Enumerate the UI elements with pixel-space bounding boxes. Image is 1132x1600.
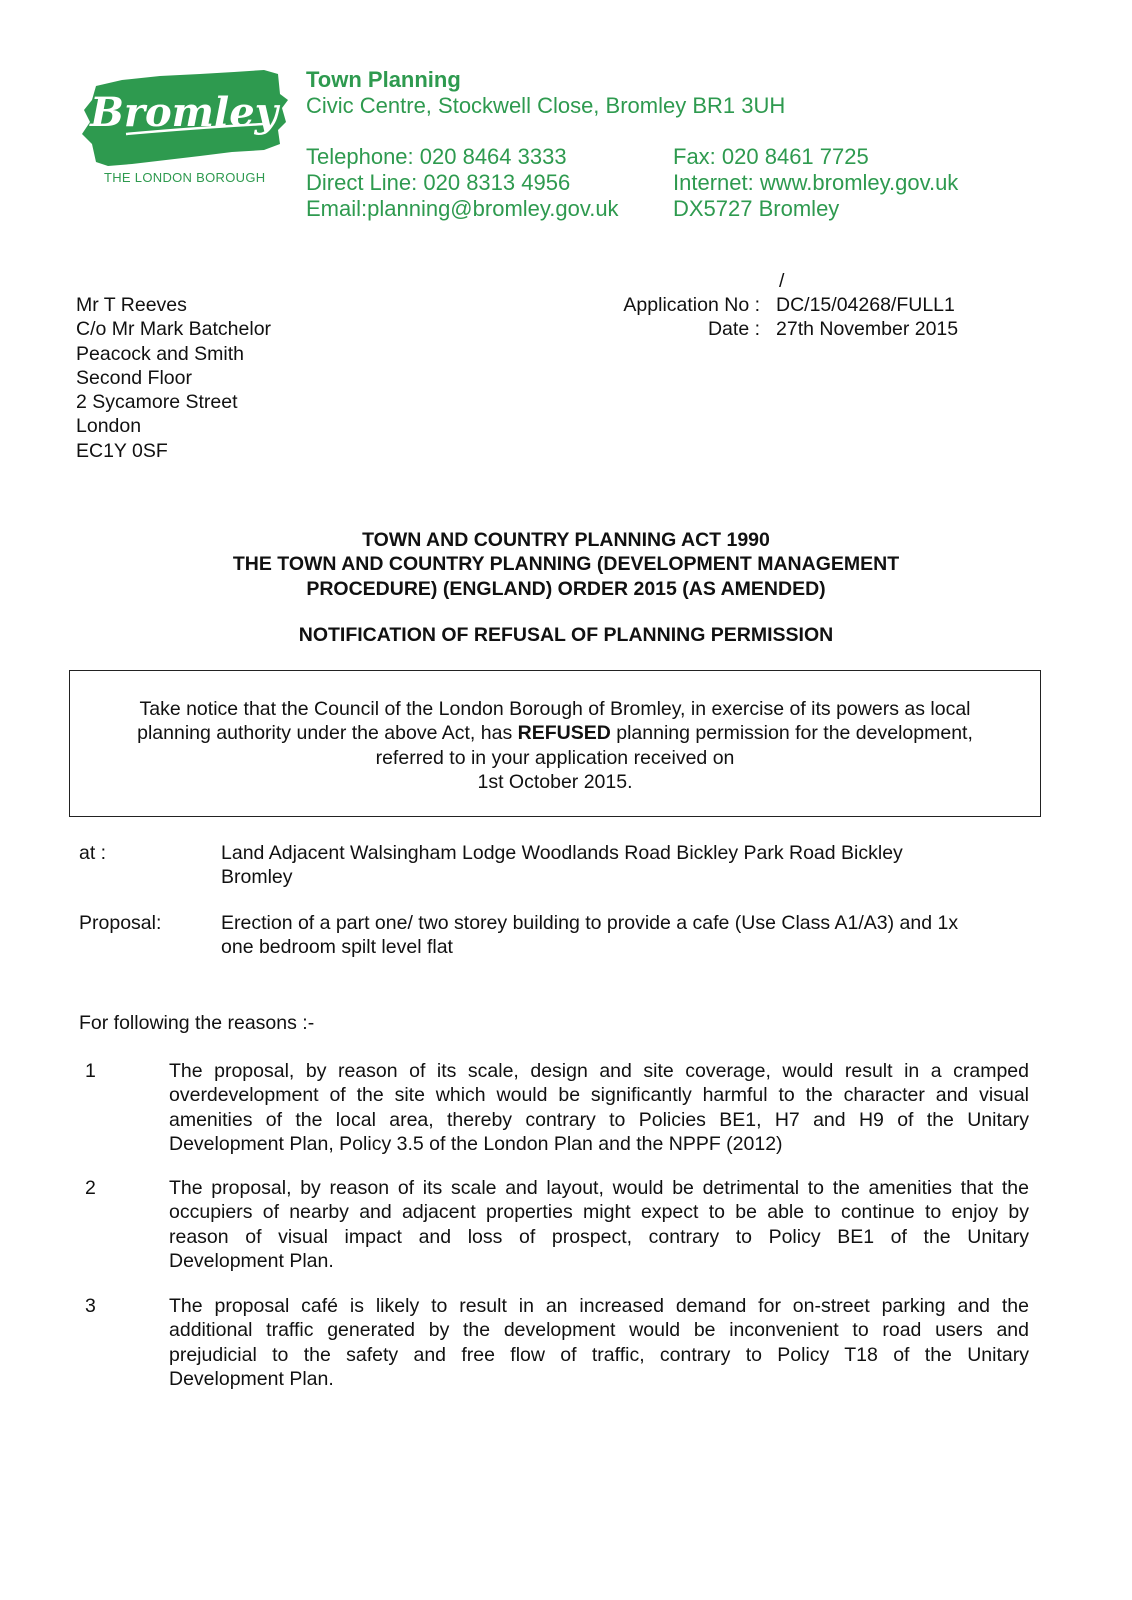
reason-line: reason of visual impact and loss of prospect, contrary to Policy BE1 of the Unitary: [169, 1225, 1029, 1248]
reason-line: Development Plan, Policy 3.5 of the London Plan and the NPPF (2012): [169, 1132, 783, 1155]
reason-line: The proposal, by reason of its scale and layout, would be detrimental to the amenities that the: [169, 1177, 1029, 1199]
direct-line: Direct Line: 020 8313 4956: [306, 170, 571, 195]
notice-line-1: Take notice that the Council of the London Borough of Bromley, in exercise of its powers as local: [139, 698, 971, 720]
notice-text: planning authority under the above Act, has: [137, 722, 518, 745]
reference-slash: /: [779, 270, 785, 292]
notice-line-4: 1st October 2015.: [477, 770, 633, 793]
act-title: [0, 528, 1132, 601]
recipient-line: C/o Mr Mark Batchelor: [76, 318, 272, 341]
fax: Fax: 020 8461 7725: [673, 144, 869, 169]
application-label: Application No :: [623, 294, 760, 316]
dx-number: DX5727 Bromley: [673, 196, 840, 221]
refusal-notice-box: [69, 670, 1041, 817]
recipient-line: 2 Sycamore Street: [76, 391, 238, 414]
reason-line: The proposal, by reason of its scale, design and site coverage, would result in a cramped: [169, 1060, 1029, 1082]
proposal-line: Erection of a part one/ two storey building to provide a cafe (Use Class A1/A3) and 1x: [221, 912, 959, 934]
date-label: Date :: [707, 318, 760, 340]
reason-line: Development Plan.: [169, 1367, 334, 1390]
reason-line: overdevelopment of the site which would be significantly harmful to the character and visual: [169, 1084, 1029, 1107]
proposal-label: Proposal:: [79, 912, 162, 934]
proposal-description: [221, 911, 958, 960]
recipient-line: London: [76, 415, 142, 438]
department-title: Town Planning: [306, 67, 461, 92]
reason-2-text: [169, 1176, 1029, 1273]
title-line-3: PROCEDURE) (ENGLAND) ORDER 2015 (AS AMENDED): [306, 577, 826, 600]
notice-line-3: referred to in your application received on: [375, 746, 735, 769]
refusal-notice: [70, 697, 1040, 794]
reason-number: 1: [85, 1060, 96, 1082]
council-address: Civic Centre, Stockwell Close, Bromley BR1 3UH: [306, 93, 786, 118]
site-address: [221, 841, 903, 890]
letter-date: 27th November 2015: [776, 318, 959, 340]
site-address-line: Bromley: [221, 866, 293, 889]
proposal-line: one bedroom spilt level flat: [221, 936, 453, 959]
reason-line: amenities of the local area, thereby contrary to Policies BE1, H7 and H9 of the Unitary: [169, 1108, 1029, 1131]
email: Email:planning@bromley.gov.uk: [306, 196, 619, 221]
at-label: at :: [79, 842, 107, 864]
title-line-2: THE TOWN AND COUNTRY PLANNING (DEVELOPMENT MANAGEMENT: [232, 553, 900, 576]
title-line-1: TOWN AND COUNTRY PLANNING ACT 1990: [362, 529, 770, 551]
reason-line: occupiers of nearby and adjacent properties might expect to be able to continue to enjoy by: [169, 1201, 1029, 1224]
internet: Internet: www.bromley.gov.uk: [673, 170, 959, 195]
reason-line: additional traffic generated by the development would be inconvenient to road users and: [169, 1319, 1029, 1342]
notification-title: NOTIFICATION OF REFUSAL OF PLANNING PERMISSION: [298, 624, 834, 646]
site-address-line: Land Adjacent Walsingham Lodge Woodlands Road Bickley Park Road Bickley: [221, 842, 903, 864]
reason-line: The proposal café is likely to result in an increased demand for on-street parking and the: [169, 1295, 1029, 1317]
recipient-line: EC1Y 0SF: [76, 439, 168, 462]
reason-line: prejudicial to the safety and free flow of traffic, contrary to Policy T18 of the Unitary: [169, 1343, 1029, 1366]
reasons-intro: For following the reasons :-: [79, 1012, 315, 1034]
refused-emphasis: REFUSED: [517, 722, 611, 745]
reason-1-text: [169, 1059, 1029, 1156]
telephone: Telephone: 020 8464 3333: [306, 144, 567, 169]
recipient-line: Peacock and Smith: [76, 342, 245, 365]
notice-text: planning permission for the development,: [610, 722, 973, 745]
logo-caption: THE LONDON BOROUGH: [104, 170, 266, 185]
notice-line-2: [70, 721, 1040, 745]
application-number: DC/15/04268/FULL1: [776, 294, 955, 316]
recipient-line: Mr T Reeves: [76, 294, 187, 316]
logo-text: Bromley: [90, 89, 278, 136]
recipient-address: [76, 293, 271, 463]
reason-3-text: [169, 1294, 1029, 1391]
reason-line: Development Plan.: [169, 1249, 334, 1272]
reason-number: 3: [85, 1295, 96, 1317]
reason-number: 2: [85, 1177, 96, 1199]
recipient-line: Second Floor: [76, 366, 192, 389]
